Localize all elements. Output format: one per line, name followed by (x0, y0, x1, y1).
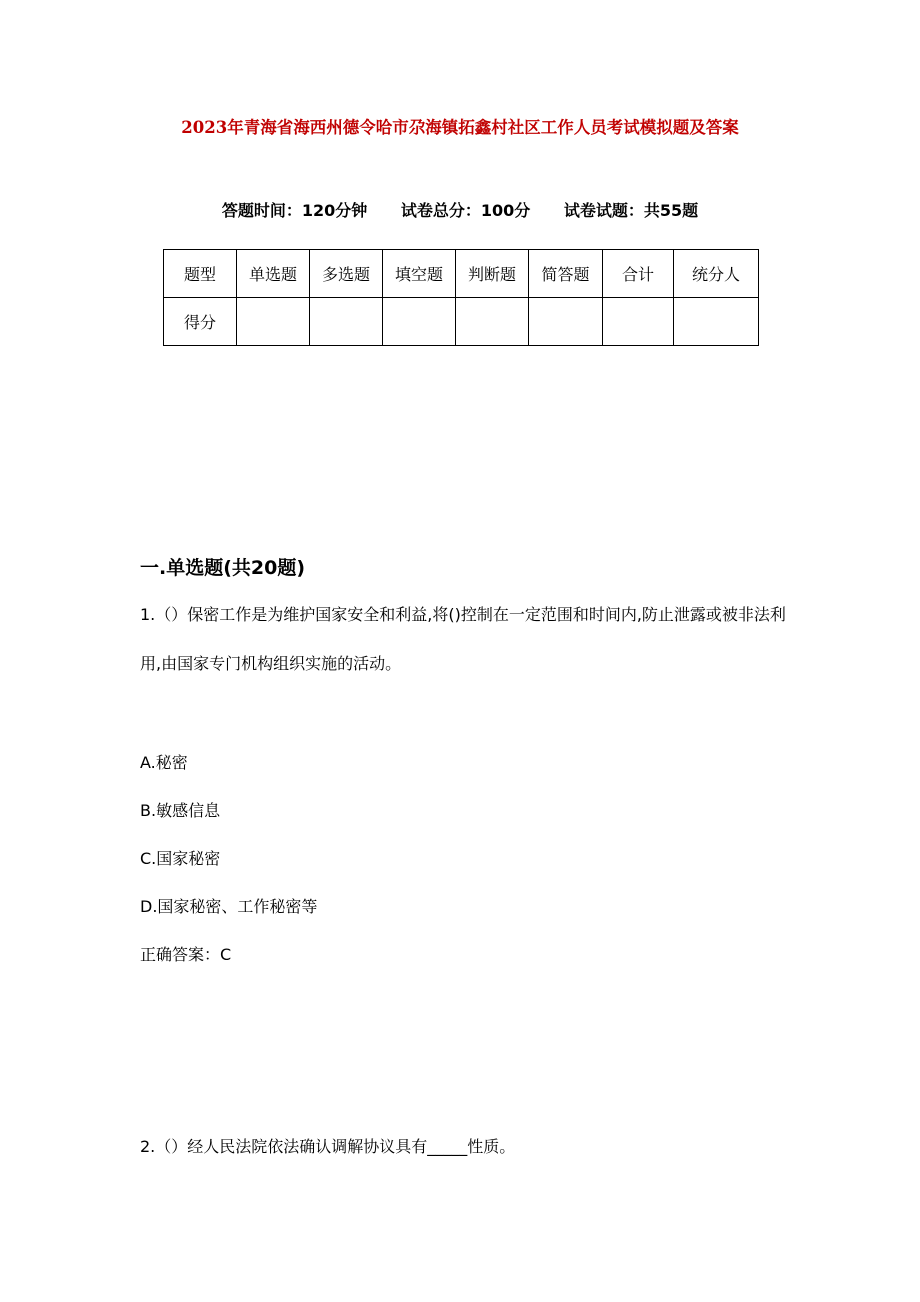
score-table-score-row (164, 298, 759, 346)
question-1-option-c: C.国家秘密 (140, 849, 221, 868)
score-table-header-cell: 简答题 (529, 250, 603, 298)
score-cell (674, 298, 759, 346)
exam-total-score: 试卷总分：100分 (400, 201, 531, 220)
section-title: 一.单选题(共20题) (140, 557, 306, 579)
question-2-text: 2.（）经人民法院依法确认调解协议具有_____性质。 (140, 1137, 516, 1156)
score-cell (603, 298, 674, 346)
question-1-option-b: B.敏感信息 (140, 801, 221, 820)
score-row-label: 得分 (164, 298, 237, 346)
score-table-header-cell: 判断题 (456, 250, 529, 298)
question-1-option-a: A.秘密 (140, 753, 188, 772)
page-title: 2023年青海省海西州德令哈市尕海镇拓鑫村社区工作人员考试模拟题及答案 (181, 118, 739, 137)
score-table-header-row (164, 250, 759, 298)
score-cell (529, 298, 603, 346)
score-table-header-cell: 多选题 (310, 250, 383, 298)
exam-time: 答题时间：120分钟 (221, 201, 368, 220)
score-cell (310, 298, 383, 346)
score-table-header-cell: 题型 (164, 250, 237, 298)
score-cell (383, 298, 456, 346)
exam-meta (0, 198, 920, 221)
score-cell (237, 298, 310, 346)
score-table-header-cell: 单选题 (237, 250, 310, 298)
question-1-text: 1.（）保密工作是为维护国家安全和利益,将()控制在一定范围和时间内,防止泄露或被非法利用,由国家专门机构组织实施的活动。 (140, 605, 786, 673)
score-cell (456, 298, 529, 346)
exam-question-count: 试卷试题：共55题 (563, 201, 699, 220)
score-table-header-cell: 统分人 (674, 250, 759, 298)
score-table-header-cell: 合计 (603, 250, 674, 298)
question-1-option-d: D.国家秘密、工作秘密等 (140, 897, 318, 916)
score-table-header-cell: 填空题 (383, 250, 456, 298)
question-1-answer: 正确答案：C (140, 945, 232, 964)
score-table (163, 249, 759, 346)
